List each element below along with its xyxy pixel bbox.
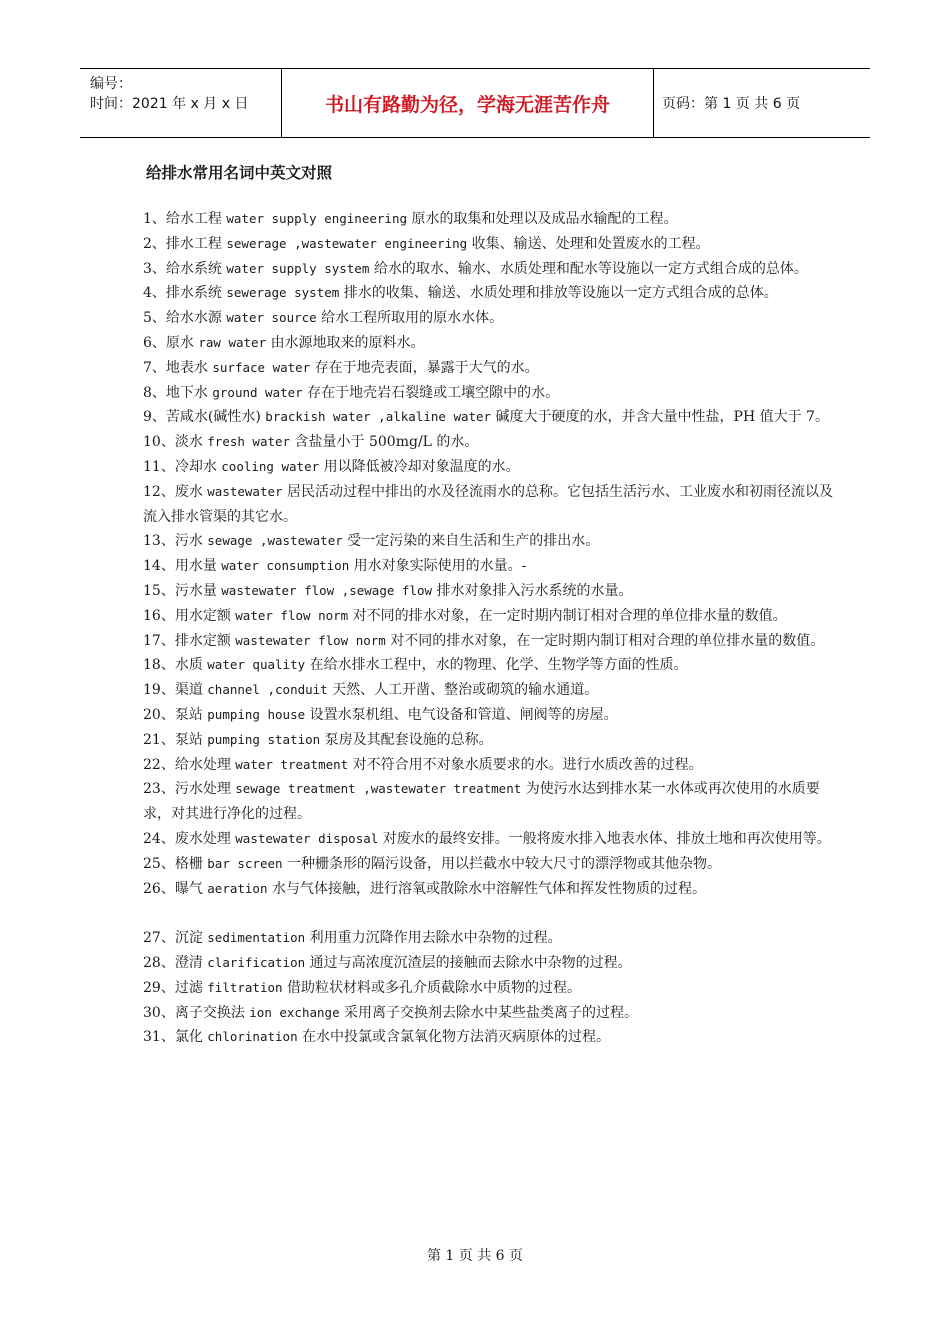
term-definition: 对不符合用不对象水质要求的水。进行水质改善的过程。 bbox=[352, 756, 703, 773]
term-definition: 收集、输送、处理和处置废水的工程。 bbox=[471, 235, 710, 252]
glossary-entry bbox=[143, 554, 833, 579]
term-english: sewage treatment ,wastewater treatment bbox=[235, 781, 522, 797]
term-english: brackish water ,alkaline water bbox=[265, 409, 492, 425]
glossary-entry bbox=[143, 827, 833, 852]
term-definition: 存在于地壳岩石裂缝或工壤空隙中的水。 bbox=[307, 384, 560, 401]
term-definition: 在给水排水工程中，水的物理、化学、生物学等方面的性质。 bbox=[309, 657, 688, 674]
term-chinese: 23、污水处理 bbox=[143, 781, 231, 798]
term-english: raw water bbox=[198, 334, 267, 350]
term-definition: 由水源地取来的原料水。 bbox=[270, 334, 425, 351]
term-english: surface water bbox=[212, 359, 311, 375]
glossary-entry bbox=[143, 232, 833, 257]
term-english: sewage ,wastewater bbox=[207, 533, 343, 549]
glossary-entry bbox=[143, 604, 833, 629]
term-english: chlorination bbox=[207, 1029, 298, 1045]
term-definition: 含盐量小于 500mg/L 的水。 bbox=[294, 434, 479, 451]
term-chinese: 19、渠道 bbox=[143, 682, 203, 699]
glossary-entry bbox=[143, 405, 833, 430]
term-definition: 利用重力沉降作用去除水中杂物的过程。 bbox=[309, 930, 562, 947]
term-definition: 对不同的排水对象，在一定时期内制订相对合理的单位排水量的数值。 bbox=[352, 607, 787, 624]
term-chinese: 15、污水量 bbox=[143, 582, 217, 599]
term-chinese: 26、曝气 bbox=[143, 880, 203, 897]
term-definition: 水与气体接触，进行溶氧或散除水中溶解性气体和挥发性物质的过程。 bbox=[271, 880, 706, 897]
term-chinese: 31、氯化 bbox=[143, 1029, 203, 1046]
term-chinese: 30、离子交换法 bbox=[143, 1004, 245, 1021]
term-definition: 天然、人工开凿、整治或砌筑的输水通道。 bbox=[332, 682, 599, 699]
term-definition: 对废水的最终安排。一般将废水排入地表水体、排放土地和再次使用等。 bbox=[382, 830, 831, 847]
glossary-entry bbox=[143, 951, 833, 976]
header-motto: 书山有路勤为径，学海无涯苦作舟 bbox=[282, 69, 654, 137]
term-english: sewerage ,wastewater engineering bbox=[226, 235, 468, 251]
glossary-entry bbox=[143, 629, 833, 654]
glossary-entry bbox=[143, 381, 833, 406]
term-definition: 碱度大于硬度的水，并含大量中性盐，PH 值大于 7。 bbox=[495, 409, 829, 426]
term-english: water supply system bbox=[226, 260, 370, 276]
term-english: wastewater disposal bbox=[235, 830, 379, 846]
term-english: cooling water bbox=[221, 458, 320, 474]
term-chinese: 16、用水定额 bbox=[143, 607, 231, 624]
term-english: fresh water bbox=[207, 434, 291, 450]
glossary-entry bbox=[143, 926, 833, 951]
document-title: 给排水常用名词中英文对照 bbox=[146, 164, 333, 182]
term-chinese: 8、地下水 bbox=[143, 384, 208, 401]
glossary-entry bbox=[143, 331, 833, 356]
glossary-entry bbox=[143, 529, 833, 554]
term-chinese: 14、用水量 bbox=[143, 558, 217, 575]
page-footer: 第 1 页 共 6 页 bbox=[426, 1248, 524, 1264]
term-english: ground water bbox=[212, 384, 303, 400]
term-definition: 给水的取水、输水、水质处理和配水等设施以一定方式组合成的总体。 bbox=[373, 260, 808, 277]
term-chinese: 13、污水 bbox=[143, 533, 203, 550]
header-page-number: 页码：第 1 页 共 6 页 bbox=[662, 96, 801, 112]
term-chinese: 4、排水系统 bbox=[143, 285, 222, 302]
term-chinese: 10、淡水 bbox=[143, 434, 203, 451]
glossary-entry bbox=[143, 976, 833, 1001]
term-english: filtration bbox=[207, 979, 283, 995]
term-chinese: 2、排水工程 bbox=[143, 235, 222, 252]
term-definition: 原水的取集和处理以及成品水输配的工程。 bbox=[411, 211, 678, 227]
glossary-entry bbox=[143, 753, 833, 778]
term-definition: 用以降低被冷却对象温度的水。 bbox=[323, 458, 520, 475]
term-english: aeration bbox=[207, 880, 268, 896]
term-chinese: 3、给水系统 bbox=[143, 260, 222, 277]
term-chinese: 5、给水水源 bbox=[143, 310, 222, 327]
term-english: bar screen bbox=[207, 855, 283, 871]
term-chinese: 18、水质 bbox=[143, 657, 203, 674]
glossary-entry bbox=[143, 777, 833, 827]
header-meta bbox=[80, 69, 282, 137]
term-definition: 居民活动过程中排出的水及径流雨水的总称。它包括生活污水、工业废水和初雨径流以及流入排水管渠的其它水。 bbox=[143, 483, 833, 525]
glossary-entry bbox=[143, 257, 833, 282]
glossary-entry bbox=[143, 877, 833, 902]
term-definition: 用水对象实际使用的水量。- bbox=[353, 558, 527, 575]
term-english: clarification bbox=[207, 954, 306, 970]
term-chinese: 24、废水处理 bbox=[143, 830, 231, 847]
term-english: channel ,conduit bbox=[207, 682, 328, 698]
glossary-entry bbox=[143, 356, 833, 381]
glossary-entry bbox=[143, 1025, 833, 1050]
term-definition: 排水的收集、输送、水质处理和排放等设施以一定方式组合成的总体。 bbox=[343, 285, 778, 302]
glossary-entry bbox=[143, 1001, 833, 1026]
glossary-entry bbox=[143, 207, 833, 232]
glossary-entry bbox=[143, 678, 833, 703]
term-definition: 一种栅条形的隔污设备，用以拦截水中较大尺寸的漂浮物或其他杂物。 bbox=[287, 855, 721, 872]
term-chinese: 22、给水处理 bbox=[143, 756, 231, 773]
term-chinese: 20、泵站 bbox=[143, 706, 203, 723]
term-definition: 采用离子交换剂去除水中某些盐类离子的过程。 bbox=[344, 1004, 639, 1021]
term-english: water consumption bbox=[221, 558, 350, 574]
term-english: water supply engineering bbox=[226, 211, 407, 226]
glossary-entry bbox=[143, 703, 833, 728]
document-number-label: 编号： bbox=[90, 76, 132, 92]
term-definition: 泵房及其配套设施的总称。 bbox=[324, 731, 493, 748]
term-definition: 给水工程所取用的原水水体。 bbox=[321, 310, 504, 327]
term-definition: 对不同的排水对象，在一定时期内制订相对合理的单位排水量的数值。 bbox=[390, 632, 825, 649]
term-definition: 存在于地壳表面，暴露于大气的水。 bbox=[314, 359, 539, 376]
term-definition: 借助粒状材料或多孔介质截除水中质物的过程。 bbox=[287, 979, 581, 996]
term-english: wastewater bbox=[207, 483, 283, 499]
glossary-entry bbox=[143, 430, 833, 455]
term-definition: 在水中投氯或含氯氧化物方法消灭病原体的过程。 bbox=[302, 1029, 611, 1046]
term-definition: 为使污水达到排水某一水体或再次使用的水质要求，对其进行净化的过程。 bbox=[143, 781, 820, 823]
glossary-entry bbox=[143, 455, 833, 480]
glossary-entry bbox=[143, 579, 833, 604]
term-chinese: 9、苦咸水(碱性水) bbox=[143, 409, 261, 426]
glossary-entry bbox=[143, 306, 833, 331]
term-english: wastewater flow norm bbox=[235, 632, 386, 648]
glossary-entry bbox=[143, 480, 833, 530]
term-english: water source bbox=[226, 310, 317, 326]
term-chinese: 11、冷却水 bbox=[143, 458, 217, 475]
term-chinese: 17、排水定额 bbox=[143, 632, 231, 649]
term-definition: 设置水泵机组、电气设备和管道、闸阀等的房屋。 bbox=[309, 706, 618, 723]
term-english: pumping house bbox=[207, 706, 306, 722]
glossary-entry bbox=[143, 653, 833, 678]
document-date: 时间：2021 年 x 月 x 日 bbox=[90, 96, 249, 112]
term-definition: 受一定污染的来自生活和生产的排出水。 bbox=[347, 533, 600, 550]
term-english: wastewater flow ,sewage flow bbox=[221, 582, 432, 598]
term-definition: 通过与高浓度沉渣层的接触而去除水中杂物的过程。 bbox=[309, 954, 632, 971]
term-english: water treatment bbox=[235, 756, 349, 772]
term-chinese: 7、地表水 bbox=[143, 359, 208, 376]
term-english: sedimentation bbox=[207, 930, 306, 946]
term-english: water quality bbox=[207, 657, 306, 673]
term-english: pumping station bbox=[207, 731, 321, 747]
glossary-entry bbox=[143, 281, 833, 306]
glossary-list bbox=[143, 207, 833, 1050]
term-chinese: 25、格栅 bbox=[143, 855, 203, 872]
term-english: sewerage system bbox=[226, 285, 340, 301]
term-chinese: 29、过滤 bbox=[143, 979, 203, 996]
term-chinese: 12、废水 bbox=[143, 483, 203, 500]
term-chinese: 27、沉淀 bbox=[143, 930, 203, 947]
term-definition: 排水对象排入污水系统的水量。 bbox=[436, 582, 633, 599]
term-chinese: 21、泵站 bbox=[143, 731, 203, 748]
term-chinese: 6、原水 bbox=[143, 334, 194, 351]
glossary-entry bbox=[143, 728, 833, 753]
term-chinese: 28、澄清 bbox=[143, 954, 203, 971]
term-english: ion exchange bbox=[249, 1004, 340, 1020]
term-chinese: 1、给水工程 bbox=[143, 211, 222, 227]
term-english: water flow norm bbox=[235, 607, 349, 623]
glossary-entry bbox=[143, 852, 833, 877]
page-header bbox=[80, 68, 870, 138]
